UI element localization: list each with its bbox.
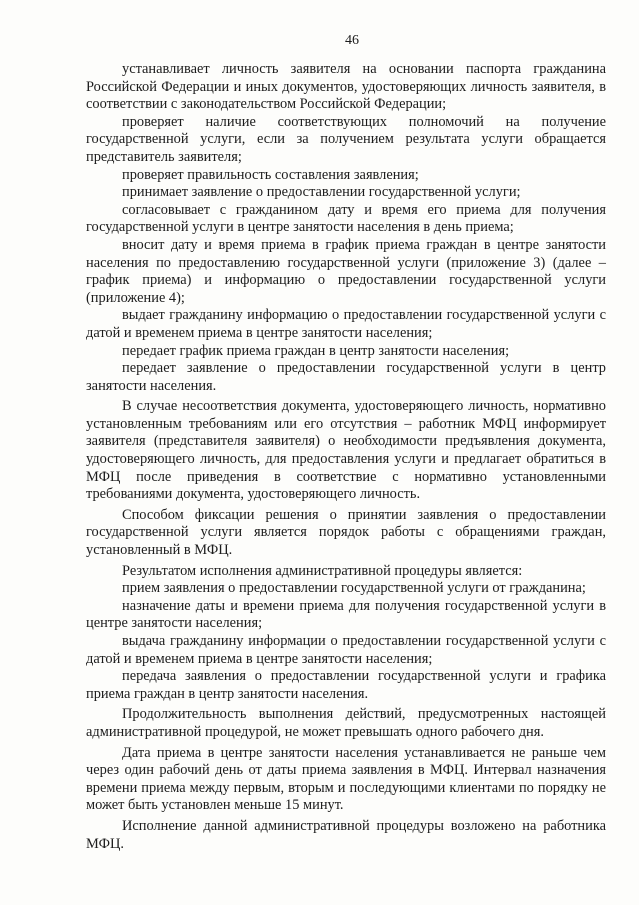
paragraph-accept-application: принимает заявление о предоставлении государственной услуги; xyxy=(122,184,521,201)
paragraph-fixation-method: Способом фиксации решения о принятии заявления о предоставлении государственной услуги является порядок работы с обращениями граждан, установленный в МФЦ. xyxy=(86,506,606,559)
paragraph-identity-check: устанавливает личность заявителя на основании паспорта гражданина Российской Федерации и иных документов, удостоверяющих личность заявителя, в соответствии с законодательством Российской Федерации; xyxy=(86,61,606,113)
paragraph-result-transfer: передача заявления о предоставлении государственной услуги и графика приема граждан в центр занятости населения. xyxy=(86,668,606,702)
paragraph-send-application: передает заявление о предоставлении государственной услуги в центр занятости населения. xyxy=(86,360,606,394)
paragraph-agree-date: согласовывает с гражданином дату и время его приема для получения государственной услуги в центре занятости населения в день приема; xyxy=(86,201,606,236)
paragraph-result-info: выдача гражданину информации о предоставлении государственной услуги с датой и временем приема в центре занятости населения; xyxy=(86,633,606,667)
paragraph-result-heading: Результатом исполнения административной процедуры является: xyxy=(122,562,523,579)
paragraph-responsible: Исполнение данной административной процедуры возложено на работника МФЦ. xyxy=(86,817,606,852)
paragraph-authority-check: проверяет наличие соответствующих полномочий на получение государственной услуги, если за получением результата услуги обращается представитель заявителя; xyxy=(86,113,606,165)
paragraph-result-accept: прием заявления о предоставлении государственной услуги от гражданина; xyxy=(122,580,586,597)
paragraph-schedule-entry: вносит дату и время приема в график приема граждан в центре занятости населения по предоставлению государственной услуги (приложение 3) (далее – график приема) и информацию о предоставлении государственной услуги (приложение 4); xyxy=(86,236,606,306)
paragraph-result-date: назначение даты и времени приема для получения государственной услуги в центре занятости населения; xyxy=(86,597,606,632)
paragraph-send-schedule: передает график приема граждан в центр занятости населения; xyxy=(122,342,510,359)
paragraph-application-check: проверяет правильность составления заявления; xyxy=(122,166,419,183)
paragraph-document-mismatch: В случае несоответствия документа, удостоверяющего личность, нормативно установленным требованиям или его отсутствия – работник МФЦ информирует заявителя (представителя заявителя) о необходимости предъявления документа, удостоверяющего личность, для предоставления услуги и предлагает обратиться в МФЦ после приведения в соответствие с нормативно установленными требованиями документа, удостоверяющего личность. xyxy=(86,398,606,503)
paragraph-appointment-date: Дата приема в центре занятости населения устанавливается не раньше чем через один рабочий день от даты приема заявления в МФЦ. Интервал назначения времени приема между первым, вторым и последующими клиентами по порядку не может быть установлен меньше 15 минут. xyxy=(86,744,606,814)
page-number: 46 xyxy=(345,33,359,48)
paragraph-duration: Продолжительность выполнения действий, предусмотренных настоящей административной процедурой, не может превышать одного рабочего дня. xyxy=(86,706,606,740)
paragraph-issue-info: выдает гражданину информацию о предоставлении государственной услуги с датой и временем приема в центре занятости населения; xyxy=(86,307,606,341)
